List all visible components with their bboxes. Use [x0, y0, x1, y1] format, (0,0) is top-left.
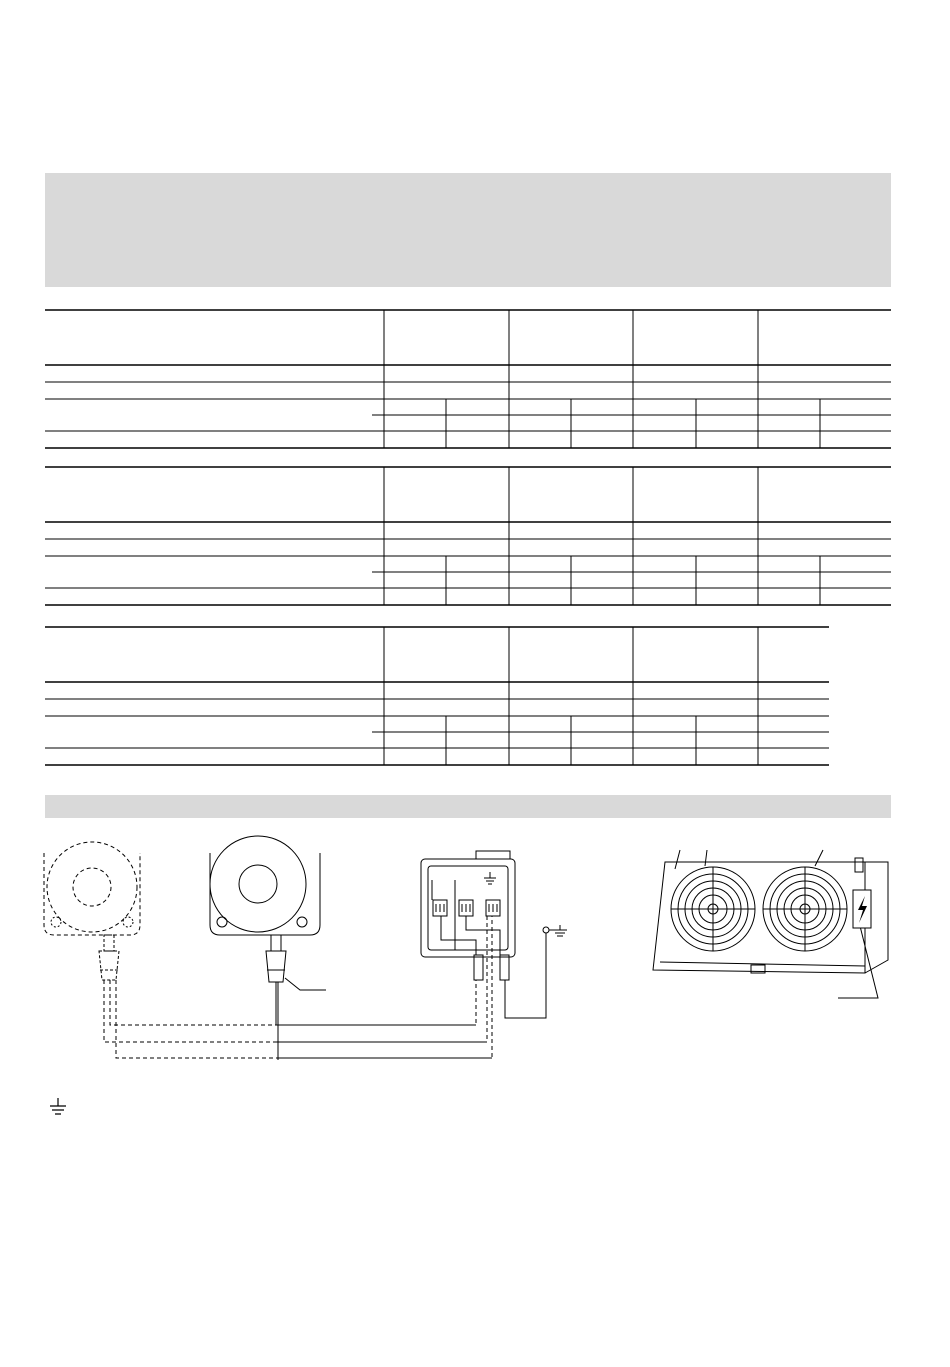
- junction-box-icon: [421, 851, 515, 980]
- fan-motor-dashed-icon: [44, 842, 140, 980]
- high-voltage-icon: [853, 890, 871, 928]
- fan-motor-icon: [210, 836, 326, 990]
- ground-icon: [484, 872, 567, 936]
- wiring-lines: [104, 916, 546, 1060]
- legend-ground-icon: [50, 1098, 66, 1114]
